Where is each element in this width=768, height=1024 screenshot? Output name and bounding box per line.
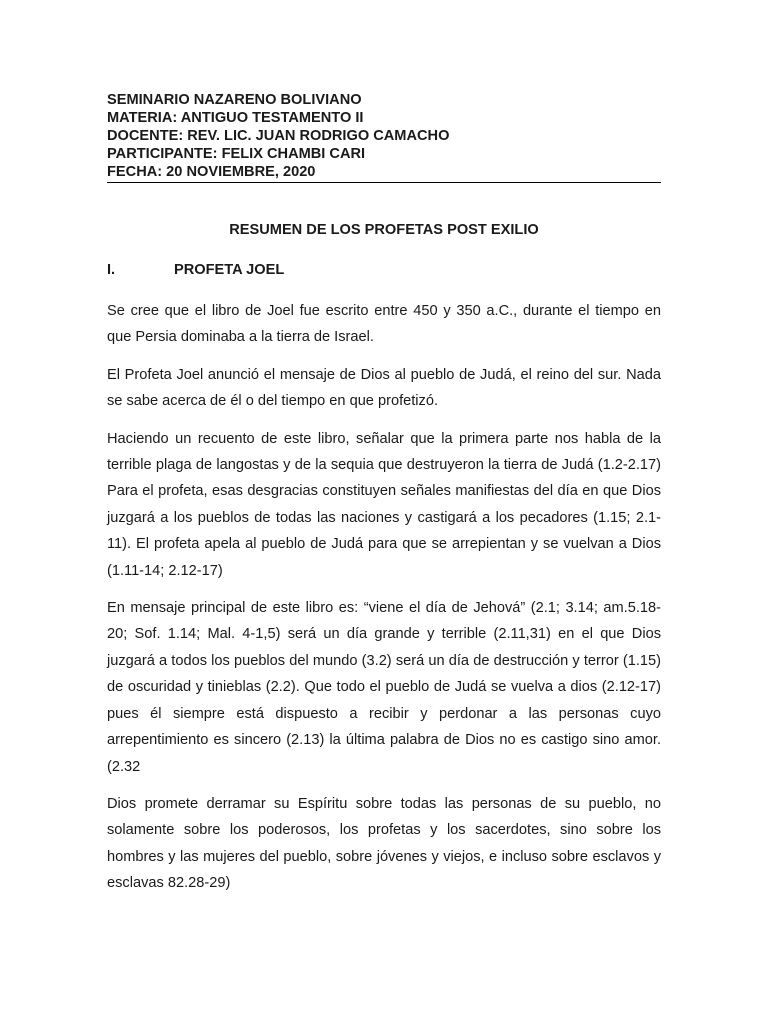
header-date: FECHA: 20 NOVIEMBRE, 2020: [107, 164, 316, 180]
header-institution: SEMINARIO NAZARENO BOLIVIANO: [107, 92, 362, 108]
document-title: RESUMEN DE LOS PROFETAS POST EXILIO: [229, 222, 539, 238]
section-title: PROFETA JOEL: [174, 262, 285, 278]
header-subject: MATERIA: ANTIGUO TESTAMENTO II: [107, 110, 364, 126]
paragraph: En mensaje principal de este libro es: “viene el día de Jehová” (2.1; 3.14; am.5.18-20; Sof. 1.14; Mal. 4-1,5) será un día grande y terrible (2.11,31) en el que Dios juzgará a todos los pueblos del mundo (3.2) será un día de destrucción y terror (1.15) de oscuridad y tinieblas (2.2). Que todo el pueblo de Judá se vuelva a dios (2.12-17) pues él siempre está dispuesto a recibir y perdonar a las personas cuyo arrepentimiento es sincero (2.13) la última palabra de Dios no es castigo sino amor. (2.32: [107, 600, 661, 775]
header-divider: [107, 182, 661, 183]
document-body: [107, 298, 661, 908]
paragraph: Haciendo un recuento de este libro, señalar que la primera parte nos habla de la terrible plaga de langostas y de la sequia que destruyeron la tierra de Judá (1.2-2.17) Para el profeta, esas desgracias constituyen señales manifiestas del día en que Dios juzgará a los pueblos de todas las naciones y castigará a los pecadores (1.15; 2.1-11). El profeta apela al pueblo de Judá para que se arrepientan y se vuelvan a Dios (1.11-14; 2.12-17): [107, 430, 661, 579]
document-page: [107, 91, 661, 892]
header-participant: PARTICIPANTE: FELIX CHAMBI CARI: [107, 146, 366, 162]
paragraph: El Profeta Joel anunció el mensaje de Dios al pueblo de Judá, el reino del sur. Nada se sabe acerca de él o del tiempo en que profetizó.: [107, 366, 661, 410]
paragraph: Dios promete derramar su Espíritu sobre todas las personas de su pueblo, no solamente sobre los poderosos, los profetas y los sacerdotes, sino sobre los hombres y las mujeres del pueblo, sobre jóvenes y viejos, e incluso sobre esclavos y esclavas 82.28-29): [107, 795, 661, 892]
header-teacher: DOCENTE: REV. LIC. JUAN RODRIGO CAMACHO: [107, 128, 450, 144]
document-header: [107, 91, 661, 183]
section-number: I.: [107, 262, 116, 278]
section-heading: [107, 262, 284, 278]
paragraph: Se cree que el libro de Joel fue escrito entre 450 y 350 a.C., durante el tiempo en que Persia dominaba a la tierra de Israel.: [107, 303, 661, 346]
